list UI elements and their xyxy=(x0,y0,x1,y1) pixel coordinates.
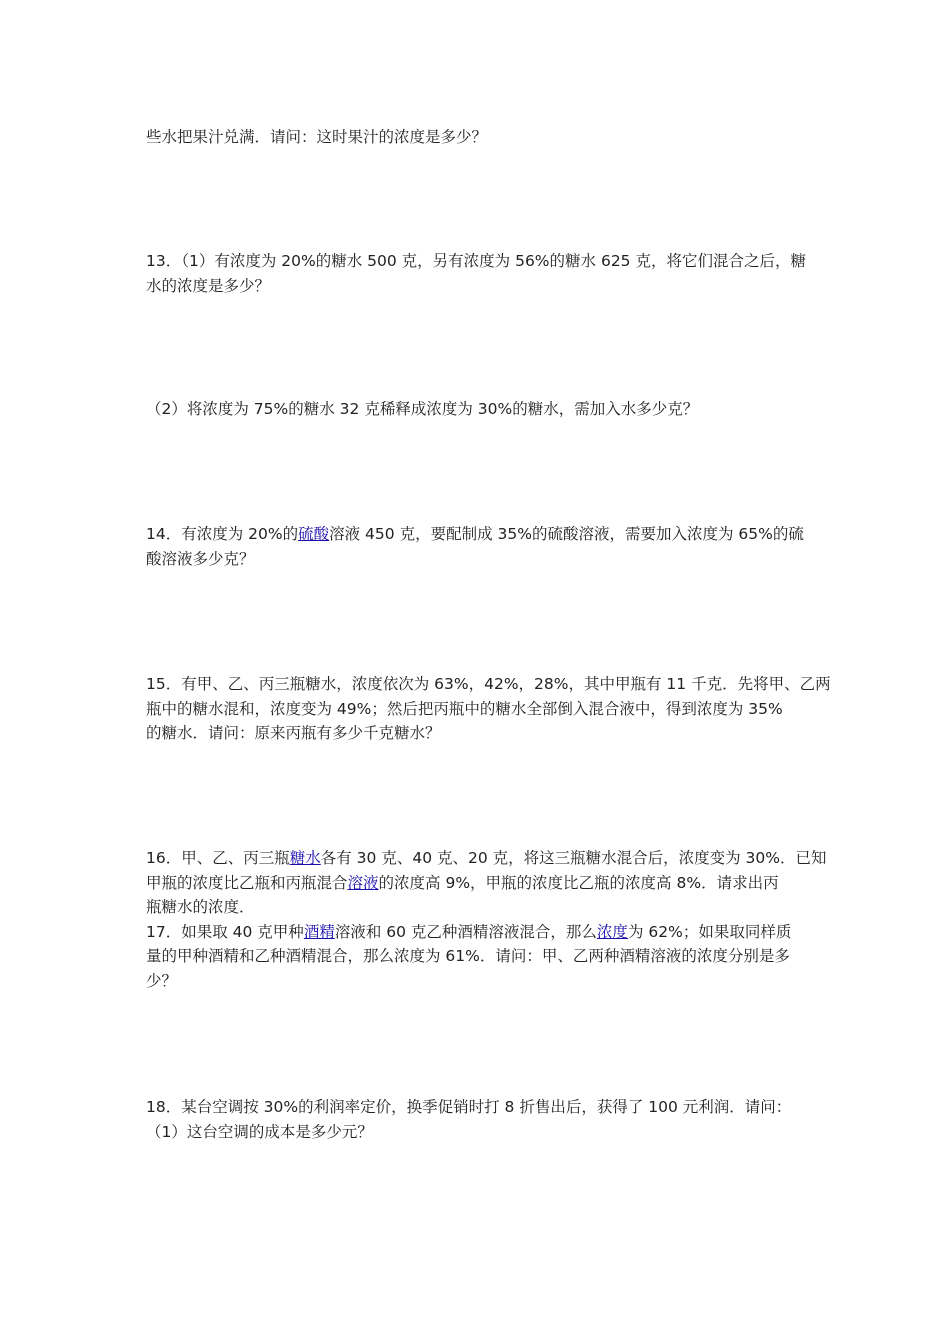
text-run: 溶液和 60 克乙种酒精溶液混合，那么 xyxy=(334,922,597,941)
paragraph xyxy=(146,125,808,150)
text-run: 瓶中的糖水混和，浓度变为 49%；然后把丙瓶中的糖水全部倒入混合液中，得到浓度为 35% xyxy=(146,699,783,718)
text-line xyxy=(146,944,808,969)
text-run: 量的甲种酒精和乙种酒精混合，那么浓度为 61%．请问：甲、乙两种酒精溶液的浓度分别是多 xyxy=(146,947,790,965)
text-line xyxy=(146,1095,808,1120)
text-line xyxy=(146,397,808,422)
text-line xyxy=(146,920,808,945)
text-line xyxy=(146,721,808,746)
paragraph xyxy=(146,397,808,422)
term-link[interactable]: 浓度 xyxy=(596,922,628,941)
text-line xyxy=(146,846,827,871)
text-run: 些水把果汁兑满．请问：这时果汁的浓度是多少？ xyxy=(146,128,488,146)
text-line xyxy=(146,871,808,896)
text-line xyxy=(146,249,808,274)
term-link[interactable]: 酒精 xyxy=(303,922,335,941)
text-run: 甲瓶的浓度比乙瓶和丙瓶混合 xyxy=(146,873,348,892)
text-run: 水的浓度是多少？ xyxy=(146,276,271,295)
text-run: 瓶糖水的浓度． xyxy=(146,898,255,916)
text-run: 为 62%；如果取同样质 xyxy=(627,922,792,941)
paragraph xyxy=(146,846,827,993)
text-line xyxy=(146,125,808,150)
text-run: （2）将浓度为 75%的糖水 32 克稀释成浓度为 30%的糖水，需加入水多少克？ xyxy=(146,400,699,418)
term-link[interactable]: 溶液 xyxy=(347,873,379,892)
text-line xyxy=(146,522,808,547)
text-line xyxy=(146,547,808,572)
text-line xyxy=(146,672,831,697)
term-link[interactable]: 糖水 xyxy=(289,849,321,867)
text-run: 的浓度高 9%，甲瓶的浓度比乙瓶的浓度高 8%．请求出丙 xyxy=(378,873,779,892)
text-run: 各有 30 克、40 克、20 克，将这三瓶糖水混合后，浓度变为 30%．已知 xyxy=(320,849,827,867)
text-line xyxy=(146,274,808,299)
text-run: 15．有甲、乙、丙三瓶糖水，浓度依次为 63%，42%，28%，其中甲瓶有 11 千克．先将甲、乙两 xyxy=(146,675,831,693)
text-run: （1）这台空调的成本是多少元？ xyxy=(146,1122,373,1141)
term-link[interactable]: 硫酸 xyxy=(298,525,330,543)
text-run: 少？ xyxy=(146,971,178,990)
paragraph xyxy=(146,249,808,298)
text-line xyxy=(146,969,808,994)
text-run: 17．如果取 40 克甲种 xyxy=(146,922,304,941)
text-run: 18．某台空调按 30%的利润率定价，换季促销时打 8 折售出后，获得了 100 元利润．请问： xyxy=(146,1098,792,1116)
text-run: 13．（1）有浓度为 20%的糖水 500 克，另有浓度为 56%的糖水 625 克，将它们混合之后，糖 xyxy=(146,252,806,270)
text-run: 16．甲、乙、丙三瓶 xyxy=(146,849,290,867)
text-run: 14．有浓度为 20%的 xyxy=(146,525,299,543)
text-run: 的糖水．请问：原来丙瓶有多少千克糖水？ xyxy=(146,724,441,742)
paragraph xyxy=(146,1095,808,1144)
text-line xyxy=(146,697,808,722)
text-run: 酸溶液多少克？ xyxy=(146,549,255,568)
paragraph xyxy=(146,522,808,571)
paragraph xyxy=(146,672,831,746)
text-run: 溶液 450 克，要配制成 35%的硫酸溶液，需要加入浓度为 65%的硫 xyxy=(329,525,804,543)
text-line xyxy=(146,895,808,920)
text-line xyxy=(146,1120,808,1145)
